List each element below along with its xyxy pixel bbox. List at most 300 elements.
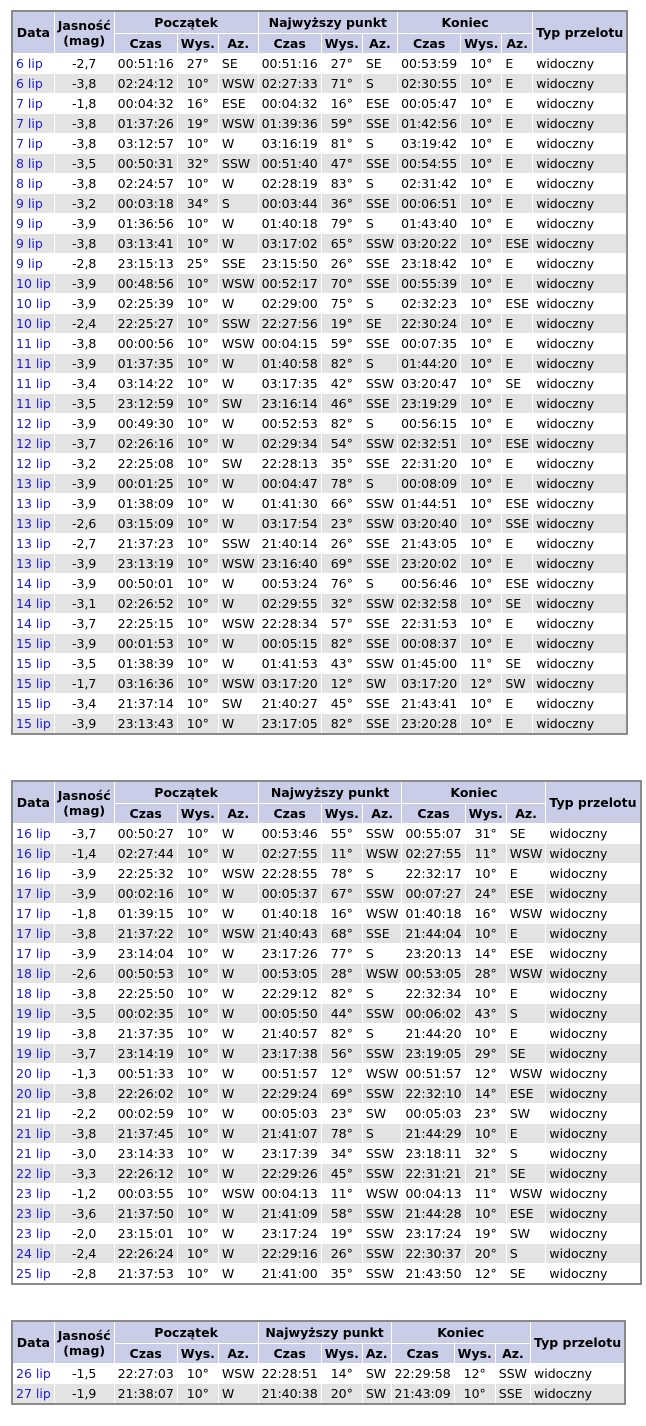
cell-start-altitude: 10° <box>177 1204 218 1224</box>
cell-start-azimuth: WSW <box>218 864 258 884</box>
cell-peak-altitude: 35° <box>321 454 362 474</box>
cell-end-azimuth: E <box>502 254 533 274</box>
header-magnitude <box>54 1321 114 1364</box>
cell-end-altitude: 10° <box>461 74 502 94</box>
date-link[interactable]: 7 lip <box>16 116 43 131</box>
cell-start-time: 23:13:19 <box>114 554 177 574</box>
cell-magnitude: -3,5 <box>54 1004 114 1024</box>
cell-start-altitude: 10° <box>177 904 218 924</box>
cell-start-time: 21:37:50 <box>114 1204 177 1224</box>
cell-start-altitude: 10° <box>177 1064 218 1084</box>
date-link[interactable]: 23 lip <box>16 1206 51 1221</box>
date-link[interactable]: 21 lip <box>16 1126 51 1141</box>
cell-peak-azimuth: SSW <box>362 234 397 254</box>
cell-pass-type: widoczny <box>546 1024 641 1044</box>
header-end-azimuth: Az. <box>495 1344 530 1364</box>
cell-peak-altitude: 56° <box>321 1044 362 1064</box>
cell-end-azimuth: WSW <box>506 1064 546 1084</box>
cell-start-time: 00:01:53 <box>114 634 177 654</box>
cell-peak-altitude: 81° <box>321 134 362 154</box>
cell-end-azimuth: SSW <box>495 1364 530 1384</box>
cell-peak-azimuth: SSW <box>362 1244 402 1264</box>
cell-peak-time: 22:29:26 <box>258 1164 321 1184</box>
cell-end-altitude: 10° <box>461 114 502 134</box>
header-peak-altitude: Wys. <box>321 1344 362 1364</box>
header-start: Początek <box>114 11 258 34</box>
cell-magnitude: -3,7 <box>54 1044 114 1064</box>
cell-end-time: 21:43:50 <box>402 1264 465 1285</box>
date-link[interactable]: 15 lip <box>16 676 51 691</box>
date-link[interactable]: 17 lip <box>16 886 51 901</box>
date-link[interactable]: 27 lip <box>16 1386 51 1401</box>
date-link[interactable]: 14 lip <box>16 596 51 611</box>
date-link[interactable]: 6 lip <box>16 76 43 91</box>
cell-magnitude: -1,7 <box>54 674 114 694</box>
cell-start-azimuth: W <box>218 904 258 924</box>
cell-peak-azimuth: SSE <box>362 714 397 735</box>
date-link[interactable]: 24 lip <box>16 1246 51 1261</box>
date-link[interactable]: 21 lip <box>16 1146 51 1161</box>
table-row <box>12 694 627 714</box>
cell-start-altitude: 10° <box>177 454 218 474</box>
header-start-altitude: Wys. <box>177 1344 218 1364</box>
cell-magnitude: -1,8 <box>54 904 114 924</box>
cell-start-time: 01:39:15 <box>114 904 177 924</box>
cell-end-altitude: 28° <box>465 964 506 984</box>
cell-peak-time: 01:41:53 <box>258 654 321 674</box>
cell-start-time: 01:37:26 <box>114 114 177 134</box>
cell-end-azimuth: E <box>502 614 533 634</box>
cell-end-altitude: 14° <box>465 944 506 964</box>
cell-end-azimuth: E <box>502 74 533 94</box>
header-magnitude-line1: Jasność <box>57 1327 111 1343</box>
cell-pass-type: widoczny <box>546 984 641 1004</box>
date-link[interactable]: 11 lip <box>16 356 51 371</box>
cell-date <box>12 904 54 924</box>
date-link[interactable]: 18 lip <box>16 966 51 981</box>
header-peak-time: Czas <box>258 34 321 54</box>
header-magnitude-line1: Jasność <box>57 787 111 803</box>
cell-end-altitude: 21° <box>465 1164 506 1184</box>
cell-date <box>12 414 54 434</box>
table-row <box>12 254 627 274</box>
date-link[interactable]: 19 lip <box>16 1026 51 1041</box>
cell-end-azimuth: ESE <box>502 294 533 314</box>
cell-start-time: 22:25:15 <box>114 614 177 634</box>
cell-start-azimuth: SSE <box>218 254 258 274</box>
cell-start-altitude: 10° <box>177 374 218 394</box>
date-link[interactable]: 26 lip <box>16 1366 51 1381</box>
table-row <box>12 94 627 114</box>
cell-magnitude: -3,9 <box>54 214 114 234</box>
date-link[interactable]: 16 lip <box>16 826 51 841</box>
date-link[interactable]: 11 lip <box>16 396 51 411</box>
cell-date <box>12 94 54 114</box>
table-row <box>12 1364 625 1384</box>
table-row <box>12 904 641 924</box>
cell-date <box>12 1064 54 1084</box>
date-link[interactable]: 14 lip <box>16 576 51 591</box>
cell-peak-azimuth: SSE <box>362 394 397 414</box>
cell-end-time: 21:44:04 <box>402 924 465 944</box>
cell-peak-azimuth: S <box>362 1024 402 1044</box>
cell-peak-altitude: 12° <box>321 1064 362 1084</box>
cell-end-time: 02:31:42 <box>398 174 461 194</box>
cell-peak-azimuth: S <box>362 944 402 964</box>
cell-start-azimuth: SW <box>218 694 258 714</box>
cell-start-azimuth: W <box>218 134 258 154</box>
cell-peak-altitude: 19° <box>321 1224 362 1244</box>
cell-end-azimuth: WSW <box>506 964 546 984</box>
header-start: Początek <box>114 1321 258 1344</box>
date-link[interactable]: 15 lip <box>16 716 51 731</box>
date-link[interactable]: 8 lip <box>16 156 43 171</box>
cell-start-time: 03:12:57 <box>114 134 177 154</box>
cell-pass-type: widoczny <box>533 714 628 735</box>
table-row <box>12 454 627 474</box>
cell-end-azimuth: E <box>502 94 533 114</box>
date-link[interactable]: 13 lip <box>16 496 51 511</box>
cell-start-time: 22:25:50 <box>114 984 177 1004</box>
cell-magnitude: -3,8 <box>54 984 114 1004</box>
cell-end-altitude: 10° <box>461 254 502 274</box>
date-link[interactable]: 23 lip <box>16 1226 51 1241</box>
cell-start-time: 23:14:33 <box>114 1144 177 1164</box>
date-link[interactable]: 12 lip <box>16 456 51 471</box>
passes-table-block-3 <box>11 1320 626 1405</box>
cell-peak-time: 21:40:57 <box>258 1024 321 1044</box>
cell-end-altitude: 10° <box>461 594 502 614</box>
header-peak-azimuth: Az. <box>362 804 402 824</box>
date-link[interactable]: 13 lip <box>16 536 51 551</box>
cell-peak-altitude: 55° <box>321 824 362 844</box>
cell-magnitude: -1,9 <box>54 1384 114 1405</box>
cell-peak-azimuth: SSW <box>362 1044 402 1064</box>
date-link[interactable]: 17 lip <box>16 926 51 941</box>
cell-peak-altitude: 28° <box>321 964 362 984</box>
cell-start-altitude: 10° <box>177 1004 218 1024</box>
cell-end-azimuth: E <box>502 694 533 714</box>
cell-peak-altitude: 43° <box>321 654 362 674</box>
cell-peak-azimuth: WSW <box>362 1184 402 1204</box>
cell-start-time: 01:37:35 <box>114 354 177 374</box>
cell-start-time: 23:13:43 <box>114 714 177 735</box>
cell-magnitude: -3,4 <box>54 694 114 714</box>
header-end: Koniec <box>391 1321 531 1344</box>
cell-peak-altitude: 82° <box>321 634 362 654</box>
date-link[interactable]: 13 lip <box>16 516 51 531</box>
cell-end-time: 00:08:09 <box>398 474 461 494</box>
cell-end-altitude: 10° <box>461 134 502 154</box>
date-link[interactable]: 21 lip <box>16 1106 51 1121</box>
table-row <box>12 394 627 414</box>
date-link[interactable]: 10 lip <box>16 276 51 291</box>
cell-date <box>12 674 54 694</box>
table-row <box>12 474 627 494</box>
date-link[interactable]: 23 lip <box>16 1186 51 1201</box>
cell-start-azimuth: W <box>218 844 258 864</box>
cell-end-azimuth: E <box>506 1124 546 1144</box>
cell-peak-time: 23:15:50 <box>258 254 321 274</box>
date-link[interactable]: 19 lip <box>16 1006 51 1021</box>
cell-date <box>12 574 54 594</box>
table-row <box>12 824 641 844</box>
cell-start-azimuth: WSW <box>218 274 258 294</box>
cell-peak-time: 21:40:43 <box>258 924 321 944</box>
cell-date <box>12 844 54 864</box>
cell-pass-type: widoczny <box>533 154 628 174</box>
header-peak-azimuth: Az. <box>362 34 397 54</box>
cell-end-time: 01:43:40 <box>398 214 461 234</box>
cell-end-azimuth: E <box>506 864 546 884</box>
cell-peak-time: 00:05:03 <box>258 1104 321 1124</box>
table-row <box>12 494 627 514</box>
cell-magnitude: -3,4 <box>54 374 114 394</box>
cell-start-time: 00:02:16 <box>114 884 177 904</box>
date-link[interactable]: 15 lip <box>16 636 51 651</box>
date-link[interactable]: 10 lip <box>16 296 51 311</box>
cell-peak-azimuth: SE <box>362 54 397 74</box>
cell-peak-time: 01:40:18 <box>258 214 321 234</box>
cell-peak-azimuth: SSW <box>362 374 397 394</box>
cell-end-time: 02:32:58 <box>398 594 461 614</box>
cell-peak-time: 03:17:35 <box>258 374 321 394</box>
date-link[interactable]: 9 lip <box>16 236 43 251</box>
cell-date <box>12 114 54 134</box>
cell-date <box>12 984 54 1004</box>
cell-end-altitude: 10° <box>465 924 506 944</box>
cell-end-altitude: 10° <box>461 434 502 454</box>
cell-magnitude: -3,7 <box>54 824 114 844</box>
header-peak: Najwyższy punkt <box>258 1321 391 1344</box>
cell-start-time: 00:50:31 <box>114 154 177 174</box>
cell-end-azimuth: E <box>502 274 533 294</box>
cell-start-altitude: 10° <box>177 634 218 654</box>
cell-end-azimuth: ESE <box>506 1084 546 1104</box>
cell-peak-azimuth: SSE <box>362 274 397 294</box>
cell-pass-type: widoczny <box>533 234 628 254</box>
cell-peak-azimuth: S <box>362 984 402 1004</box>
cell-end-time: 21:44:20 <box>402 1024 465 1044</box>
cell-end-altitude: 32° <box>465 1144 506 1164</box>
cell-end-time: 01:44:51 <box>398 494 461 514</box>
cell-date <box>12 1384 54 1405</box>
date-link[interactable]: 19 lip <box>16 1046 51 1061</box>
cell-start-time: 00:02:59 <box>114 1104 177 1124</box>
cell-peak-time: 02:29:34 <box>258 434 321 454</box>
cell-end-azimuth: S <box>506 1004 546 1024</box>
cell-end-azimuth: SE <box>502 654 533 674</box>
table-row <box>12 354 627 374</box>
header-start-time: Czas <box>114 804 177 824</box>
date-link[interactable]: 11 lip <box>16 336 51 351</box>
date-link[interactable]: 20 lip <box>16 1066 51 1081</box>
date-link[interactable]: 6 lip <box>16 56 43 71</box>
cell-date <box>12 864 54 884</box>
date-link[interactable]: 13 lip <box>16 556 51 571</box>
cell-start-time: 02:26:52 <box>114 594 177 614</box>
cell-start-azimuth: W <box>218 1104 258 1124</box>
date-link[interactable]: 11 lip <box>16 376 51 391</box>
cell-date <box>12 964 54 984</box>
cell-end-altitude: 10° <box>461 274 502 294</box>
date-link[interactable]: 9 lip <box>16 216 43 231</box>
cell-start-azimuth: W <box>218 234 258 254</box>
cell-pass-type: widoczny <box>533 634 628 654</box>
date-link[interactable]: 16 lip <box>16 866 51 881</box>
cell-start-azimuth: W <box>218 354 258 374</box>
cell-end-time: 00:55:39 <box>398 274 461 294</box>
cell-peak-azimuth: WSW <box>362 844 402 864</box>
cell-end-time: 00:54:55 <box>398 154 461 174</box>
date-link[interactable]: 20 lip <box>16 1086 51 1101</box>
cell-magnitude: -3,8 <box>54 1084 114 1104</box>
cell-peak-time: 03:17:54 <box>258 514 321 534</box>
cell-start-azimuth: W <box>218 1064 258 1084</box>
cell-end-azimuth: E <box>502 334 533 354</box>
date-link[interactable]: 18 lip <box>16 986 51 1001</box>
cell-magnitude: -3,9 <box>54 884 114 904</box>
cell-pass-type: widoczny <box>531 1364 626 1384</box>
cell-end-altitude: 10° <box>461 334 502 354</box>
cell-peak-azimuth: SSE <box>362 534 397 554</box>
cell-end-altitude: 31° <box>465 824 506 844</box>
cell-peak-time: 23:17:24 <box>258 1224 321 1244</box>
cell-magnitude: -3,2 <box>54 454 114 474</box>
date-link[interactable]: 17 lip <box>16 946 51 961</box>
cell-pass-type: widoczny <box>533 114 628 134</box>
cell-peak-altitude: 82° <box>321 354 362 374</box>
cell-start-azimuth: WSW <box>218 614 258 634</box>
date-link[interactable]: 13 lip <box>16 476 51 491</box>
date-link[interactable]: 9 lip <box>16 196 43 211</box>
cell-start-altitude: 10° <box>177 694 218 714</box>
cell-start-altitude: 32° <box>177 154 218 174</box>
cell-peak-time: 00:03:44 <box>258 194 321 214</box>
cell-end-altitude: 12° <box>465 1064 506 1084</box>
date-link[interactable]: 17 lip <box>16 906 51 921</box>
cell-end-time: 22:30:24 <box>398 314 461 334</box>
table-row <box>12 614 627 634</box>
cell-peak-azimuth: SSE <box>362 154 397 174</box>
cell-start-time: 21:37:53 <box>114 1264 177 1285</box>
date-link[interactable]: 12 lip <box>16 436 51 451</box>
cell-peak-altitude: 11° <box>321 1184 362 1204</box>
cell-start-altitude: 10° <box>177 574 218 594</box>
cell-peak-time: 22:28:34 <box>258 614 321 634</box>
cell-magnitude: -3,9 <box>54 864 114 884</box>
table-row <box>12 234 627 254</box>
cell-peak-time: 02:29:00 <box>258 294 321 314</box>
cell-peak-azimuth: SSW <box>362 1084 402 1104</box>
cell-start-azimuth: W <box>218 824 258 844</box>
cell-magnitude: -2,2 <box>54 1104 114 1124</box>
cell-pass-type: widoczny <box>546 884 641 904</box>
cell-start-time: 02:25:39 <box>114 294 177 314</box>
cell-peak-time: 00:04:15 <box>258 334 321 354</box>
date-link[interactable]: 25 lip <box>16 1266 51 1281</box>
date-link[interactable]: 12 lip <box>16 416 51 431</box>
cell-peak-time: 23:16:40 <box>258 554 321 574</box>
cell-date <box>12 194 54 214</box>
cell-date <box>12 1204 54 1224</box>
cell-peak-time: 00:04:32 <box>258 94 321 114</box>
cell-end-altitude: 20° <box>465 1244 506 1264</box>
cell-end-altitude: 10° <box>461 454 502 474</box>
cell-start-azimuth: WSW <box>218 674 258 694</box>
cell-date <box>12 1244 54 1264</box>
cell-start-time: 23:14:19 <box>114 1044 177 1064</box>
cell-start-time: 00:03:55 <box>114 1184 177 1204</box>
cell-end-time: 03:20:40 <box>398 514 461 534</box>
cell-end-time: 23:18:42 <box>398 254 461 274</box>
date-link[interactable]: 8 lip <box>16 176 43 191</box>
cell-peak-altitude: 78° <box>321 864 362 884</box>
header-start-azimuth: Az. <box>218 1344 258 1364</box>
cell-end-altitude: 10° <box>461 174 502 194</box>
cell-start-azimuth: W <box>218 174 258 194</box>
cell-peak-azimuth: SSW <box>362 1164 402 1184</box>
cell-magnitude: -3,9 <box>54 474 114 494</box>
date-link[interactable]: 14 lip <box>16 616 51 631</box>
cell-peak-altitude: 67° <box>321 884 362 904</box>
cell-peak-azimuth: SSE <box>362 334 397 354</box>
cell-start-time: 00:51:33 <box>114 1064 177 1084</box>
date-link[interactable]: 16 lip <box>16 846 51 861</box>
cell-end-altitude: 10° <box>461 534 502 554</box>
cell-peak-azimuth: ESE <box>362 94 397 114</box>
header-date: Data <box>12 11 54 54</box>
table-row <box>12 374 627 394</box>
cell-peak-altitude: 45° <box>321 694 362 714</box>
cell-end-altitude: 10° <box>454 1384 495 1405</box>
cell-pass-type: widoczny <box>533 494 628 514</box>
cell-start-time: 22:27:03 <box>114 1364 177 1384</box>
date-link[interactable]: 10 lip <box>16 316 51 331</box>
date-link[interactable]: 15 lip <box>16 656 51 671</box>
date-link[interactable]: 22 lip <box>16 1166 51 1181</box>
date-link[interactable]: 9 lip <box>16 256 43 271</box>
cell-start-azimuth: WSW <box>218 74 258 94</box>
cell-peak-azimuth: SSW <box>362 594 397 614</box>
cell-peak-altitude: 59° <box>321 114 362 134</box>
cell-end-altitude: 24° <box>465 884 506 904</box>
cell-peak-altitude: 69° <box>321 554 362 574</box>
cell-peak-altitude: 71° <box>321 74 362 94</box>
cell-date <box>12 494 54 514</box>
cell-pass-type: widoczny <box>533 294 628 314</box>
cell-peak-time: 00:53:46 <box>258 824 321 844</box>
cell-start-altitude: 10° <box>177 654 218 674</box>
cell-peak-altitude: 79° <box>321 214 362 234</box>
cell-start-altitude: 10° <box>177 474 218 494</box>
cell-end-altitude: 10° <box>461 394 502 414</box>
cell-peak-time: 21:41:09 <box>258 1204 321 1224</box>
cell-end-altitude: 10° <box>465 864 506 884</box>
cell-end-altitude: 10° <box>461 554 502 574</box>
cell-date <box>12 214 54 234</box>
date-link[interactable]: 7 lip <box>16 136 43 151</box>
cell-peak-azimuth: S <box>362 574 397 594</box>
date-link[interactable]: 7 lip <box>16 96 43 111</box>
cell-end-time: 01:44:20 <box>398 354 461 374</box>
table-row <box>12 434 627 454</box>
cell-peak-time: 00:52:53 <box>258 414 321 434</box>
cell-date <box>12 594 54 614</box>
cell-peak-azimuth: SW <box>362 1364 391 1384</box>
date-link[interactable]: 15 lip <box>16 696 51 711</box>
cell-peak-azimuth: SW <box>362 1384 391 1405</box>
